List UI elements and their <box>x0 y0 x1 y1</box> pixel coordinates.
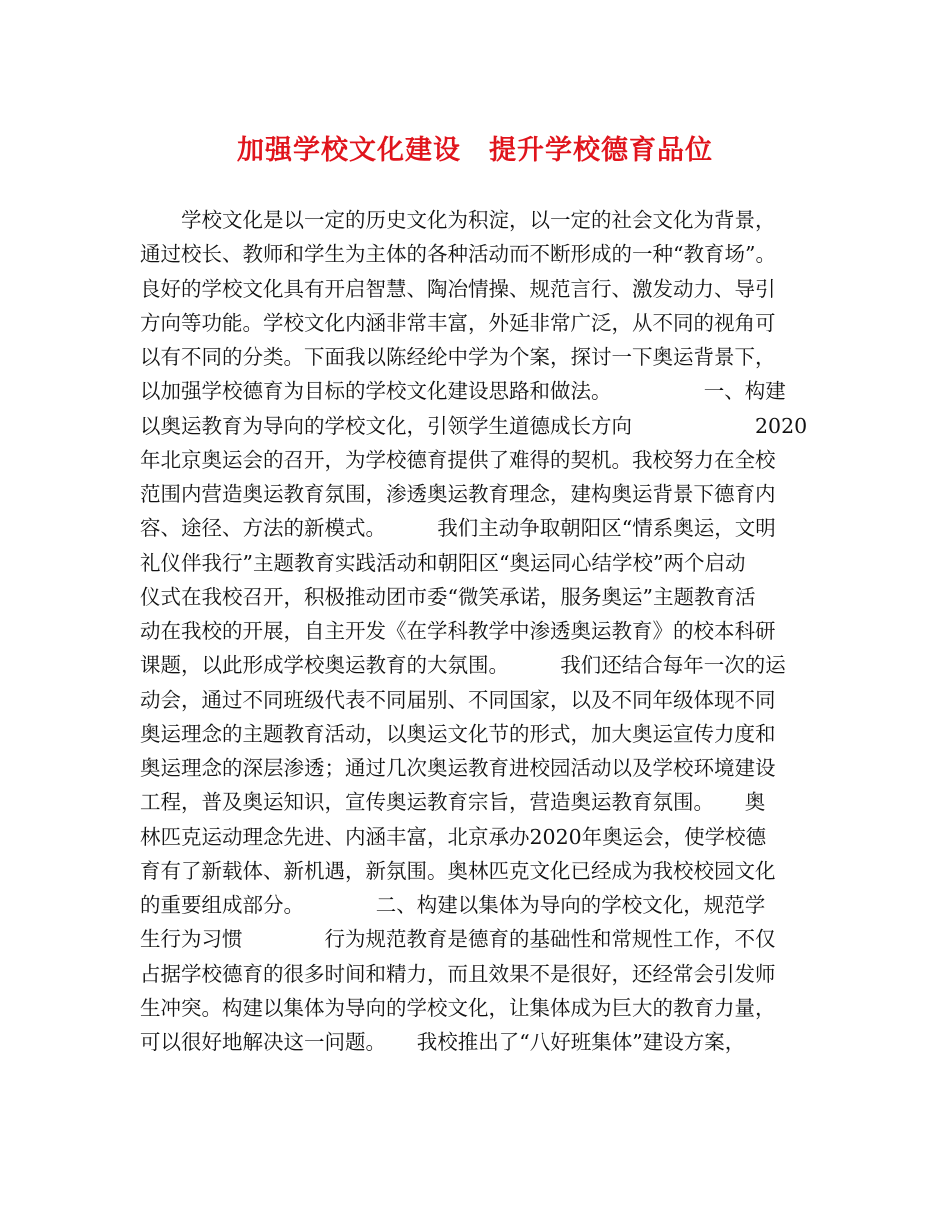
body-text-line: 生行为习惯 行为规范教育是德育的基础性和常规性工作，不仅 <box>140 927 776 952</box>
body-text-line: 以加强学校德育为目标的学校文化建设思路和做法。 一、构建 <box>140 379 786 404</box>
body-text-line: 年北京奥运会的召开，为学校德育提供了难得的契机。我校努力在全校 <box>140 447 776 472</box>
body-text-line: 学校文化是以一定的历史文化为积淀，以一定的社会文化为背景， <box>140 208 776 232</box>
body-text-line: 林匹克运动理念先进、内涵丰富，北京承办2020年奥运会，使学校德 <box>140 824 767 849</box>
document-body <box>140 203 830 1059</box>
body-text-line: 范围内营造奥运教育氛围，渗透奥运教育理念，建构奥运背景下德育内 <box>140 482 776 506</box>
body-text-line: 通过校长、教师和学生为主体的各种活动而不断形成的一种“教育场”。 <box>140 242 776 267</box>
body-text-line: 仪式在我校召开，积极推动团市委“微笑承诺，服务奥运”主题教育活 <box>140 584 756 609</box>
body-text-line: 育有了新载体、新机遇，新氛围。奥林匹克文化已经成为我校校园文化 <box>140 858 776 883</box>
body-text-line: 可以很好地解决这一问题。 我校推出了“八好班集体”建设方案， <box>140 1030 746 1054</box>
body-text-line: 容、途径、方法的新模式。 我们主动争取朝阳区“情系奥运，文明 <box>140 516 776 541</box>
body-text-line: 以奥运教育为导向的学校文化，引领学生道德成长方向 2020 <box>140 413 808 438</box>
body-text-line: 奥运理念的主题教育活动，以奥运文化节的形式，加大奥运宣传力度和 <box>140 721 776 746</box>
document-title: 加强学校文化建设 提升学校德育品位 <box>237 135 713 166</box>
body-text-line: 生冲突。构建以集体为导向的学校文化，让集体成为巨大的教育力量， <box>140 995 776 1020</box>
body-text-line: 动在我校的开展，自主开发《在学科教学中渗透奥运教育》的校本科研 <box>140 619 776 643</box>
body-text-line: 礼仪伴我行”主题教育实践活动和朝阳区“奥运同心结学校”两个启动 <box>140 550 746 575</box>
body-text-line: 以有不同的分类。下面我以陈经纶中学为个案，探讨一下奥运背景下， <box>140 345 776 369</box>
body-text-line: 良好的学校文化具有开启智慧、陶冶情操、规范言行、激发动力、导引 <box>140 276 776 301</box>
body-text-line: 动会，通过不同班级代表不同届别、不同国家，以及不同年级体现不同 <box>140 687 776 712</box>
body-text-line: 方向等功能。学校文化内涵非常丰富，外延非常广泛，从不同的视角可 <box>140 310 776 335</box>
body-text-line: 工程，普及奥运知识，宣传奥运教育宗旨，营造奥运教育氛围。 奥 <box>140 790 766 815</box>
body-text-line: 的重要组成部分。 二、构建以集体为导向的学校文化，规范学 <box>140 893 766 917</box>
body-text-line: 课题，以此形成学校奥运教育的大氛围。 我们还结合每年一次的运 <box>140 653 786 678</box>
body-text-line: 奥运理念的深层渗透；通过几次奥运教育进校园活动以及学校环境建设 <box>140 756 776 780</box>
body-text-line: 占据学校德育的很多时间和精力，而且效果不是很好，还经常会引发师 <box>140 961 776 986</box>
